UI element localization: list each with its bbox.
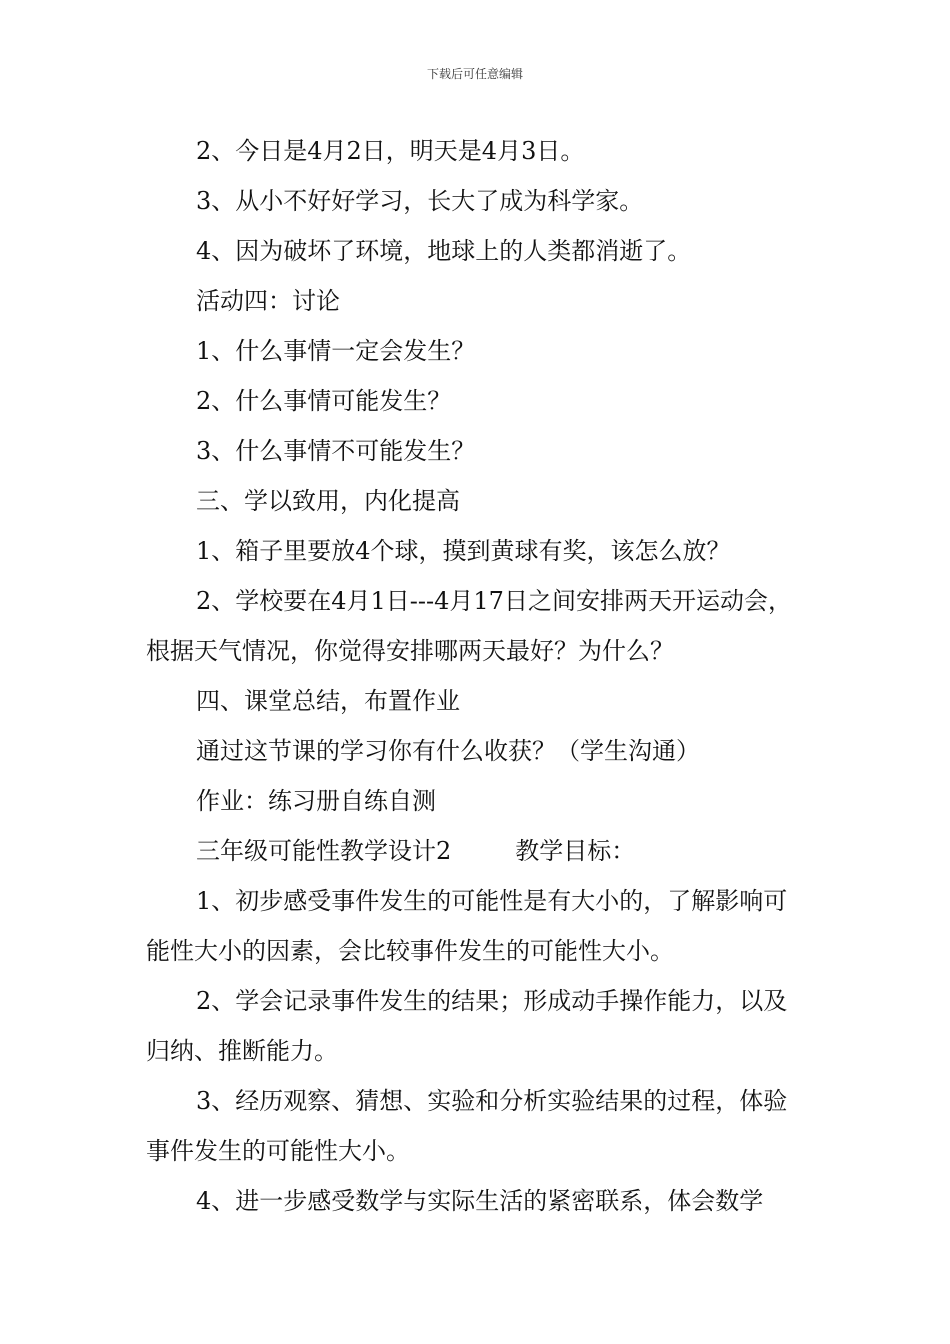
design-title-line xyxy=(146,826,810,876)
paragraph: 4、进一步感受数学与实际生活的紧密联系，体会数学 xyxy=(196,1187,764,1215)
paragraph: 作业：练习册自练自测 xyxy=(196,787,436,815)
paragraph: 3、什么事情不可能发生？ xyxy=(196,437,476,465)
paragraph: 通过这节课的学习你有什么收获？（学生沟通） xyxy=(196,737,700,765)
paragraph: 2、学会记录事件发生的结果；形成动手操作能力，以及归纳、推断能力。 xyxy=(146,987,788,1065)
section-heading: 三、学以致用，内化提高 xyxy=(196,487,460,515)
paragraph: 2、什么事情可能发生？ xyxy=(196,387,452,415)
section-heading: 四、课堂总结，布置作业 xyxy=(196,687,460,715)
objectives-label: 教学目标： xyxy=(515,837,636,865)
paragraph: 2、今日是4月2日，明天是4月3日。 xyxy=(196,137,585,165)
paragraph: 2、学校要在4月1日---4月17日之间安排两天开运动会，根据天气情况，你觉得安排哪两天最好？为什么？ xyxy=(146,587,792,665)
paragraph: 1、箱子里要放4个球，摸到黄球有奖，该怎么放？ xyxy=(196,537,731,565)
paragraph: 3、经历观察、猜想、实验和分析实验结果的过程，体验事件发生的可能性大小。 xyxy=(146,1087,788,1165)
paragraph: 1、初步感受事件发生的可能性是有大小的，了解影响可能性大小的因素，会比较事件发生的可能性大小。 xyxy=(146,887,788,965)
paragraph: 3、从小不好好学习，长大了成为科学家。 xyxy=(196,187,644,215)
paragraph: 4、因为破坏了环境，地球上的人类都消逝了。 xyxy=(196,237,692,265)
section-heading: 活动四：讨论 xyxy=(196,287,340,315)
design-title: 三年级可能性教学设计2 xyxy=(196,837,452,865)
document-body xyxy=(146,126,810,1226)
page-header: 下载后可任意编辑 xyxy=(426,67,523,81)
paragraph: 1、什么事情一定会发生？ xyxy=(196,337,476,365)
